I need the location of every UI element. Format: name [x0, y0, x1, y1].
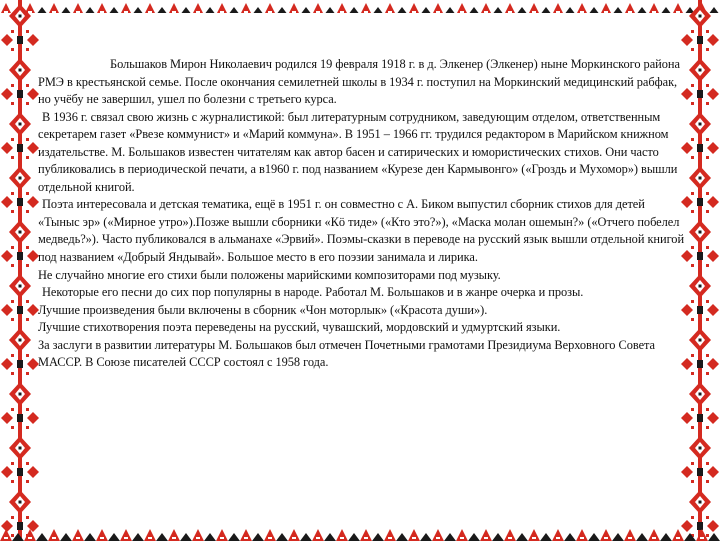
paragraph-birth: Большаков Мирон Николаевич родился 19 февраля 1918 г. в д. Элкенер (Элкенер) ныне Моркинского района РМЭ в крестьянской семье. После окончания семилетней школы в 1934 г. поступил на Моркинский медицинский рабфак, но учёбу не завершил, ушел по болезни с третьего курса.: [38, 57, 680, 107]
paragraph-awards: За заслуги в развитии литературы М. Большаков был отмечен Почетными грамотами Президиума Верховного Совета МАССР. В Союзе писателей СССР состоял с 1958 года.: [38, 337, 656, 370]
paragraph-translations: Лучшие стихотворения поэта переведены на русский, чувашский, мордовский и удмуртский языки.: [38, 320, 561, 335]
bottom-ornament-border: [0, 528, 720, 540]
paragraph-journalism: В 1936 г. связал свою жизнь с журналистикой: был литературным сотрудником, заведующим отделом, ответственным секретарем газет «Рвезе коммунист» и «Марий коммуна». В 1951 – 1966 гг. трудился редактором в Марийском книжном издательстве. М. Большаков известен читателям как автор басен и сатирических и юмористических стихов. Они часто публиковались в периодической печати, а в1960 г. под названием «Курезе ден Кармывонго» («Гроздь и Мухомор») вышли отдельной книгой.: [38, 109, 678, 194]
paragraph-children-poetry: Поэта интересовала и детская тематика, ещё в 1951 г. он совместно с А. Биком выпустил сборник стихов для детей «Тыныс эр» («Мирное утро»).Позже вышли сборники «Кӧ тиде» («Кто это?»), «Маска молан ошемын?» («Отчего побелел медведь?»). Часто публиковался в альманахе «Эрвий». Поэмы-сказки в переводе на русский язык вышли отдельной книгой под названием «Добрый Яндывай». Большое место в его поэзии занимала и лирика.: [38, 197, 685, 265]
paragraph-best-works: Лучшие произведения были включены в сборник «Чон моторлык» («Красота души»).: [38, 302, 488, 317]
paragraph-songs: Некоторые его песни до сих пор популярны в народе. Работал М. Большаков и в жанре очерка и прозы.: [42, 285, 584, 300]
right-ornament-border: [680, 0, 720, 540]
left-ornament-border: [0, 0, 40, 540]
biography-text: [38, 56, 686, 372]
paragraph-music: Не случайно многие его стихи были положены марийскими композиторами под музыку.: [38, 267, 501, 282]
top-ornament-border: [0, 0, 720, 10]
